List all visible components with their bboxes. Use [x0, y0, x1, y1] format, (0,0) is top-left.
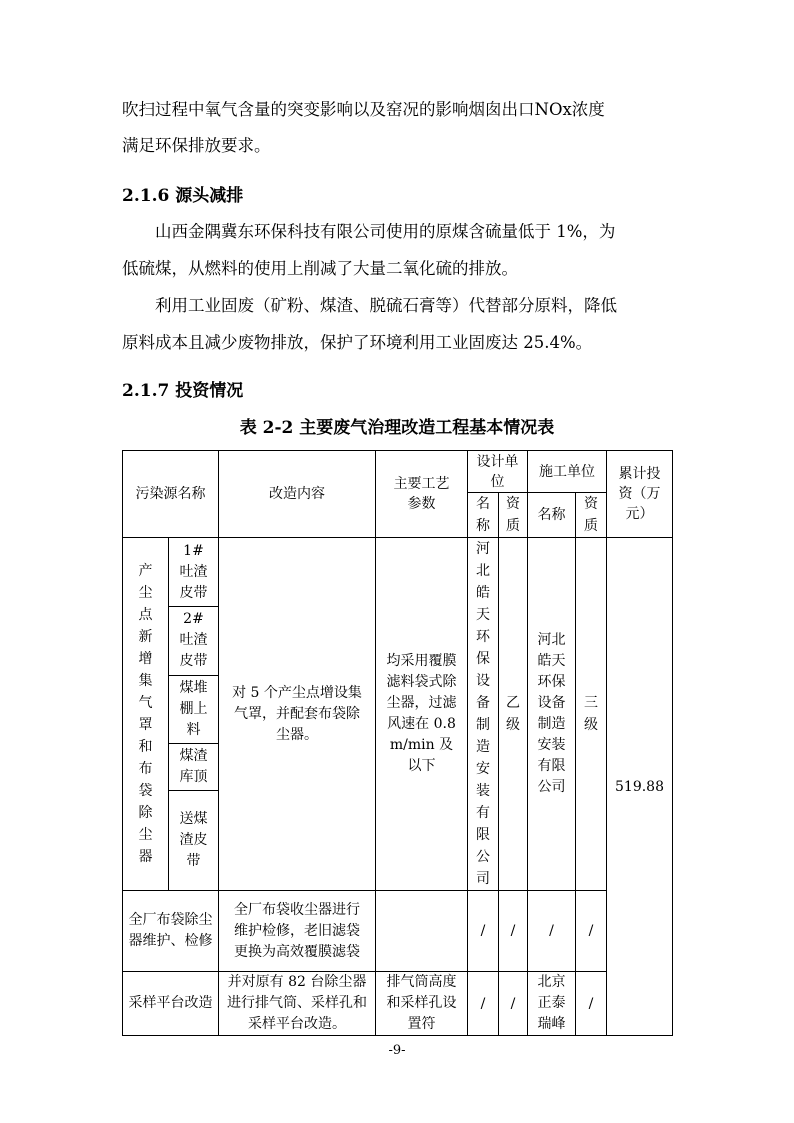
- paragraph-line: 吹扫过程中氧气含量的突变影响以及窑况的影响烟囱出口NOx浓度: [122, 100, 605, 119]
- group1-sub: 煤堆棚上料: [169, 675, 219, 743]
- row2-process: [376, 891, 468, 972]
- header-design-unit: 设计单位: [468, 451, 528, 493]
- header-design-qual: 资质: [499, 493, 528, 538]
- row3-source: 采样平台改造: [123, 972, 219, 1036]
- row2-design-name: /: [468, 891, 499, 972]
- section-heading-2-1-7: 2.1.7 投资情况: [122, 381, 244, 401]
- row3-content: 并对原有 82 台除尘器进行排气筒、采样孔和采样平台改造。: [219, 972, 376, 1036]
- row2-design-qual: /: [499, 891, 528, 972]
- investment-table: [122, 450, 673, 1036]
- group1-sub: 送煤渣皮带: [169, 790, 219, 890]
- row2-construct-name: /: [528, 891, 576, 972]
- paragraph-line: 山西金隅冀东环保科技有限公司使用的原煤含硫量低于 1%，为: [155, 222, 616, 241]
- row3-construct-name: 北京正泰瑞峰: [528, 972, 576, 1036]
- group1-construct-qual: 三级: [576, 538, 607, 891]
- row2-construct-qual: /: [576, 891, 607, 972]
- paragraph-line: 满足环保排放要求。: [122, 136, 271, 155]
- header-construct-name: 名称: [528, 493, 576, 538]
- row3-design-qual: /: [499, 972, 528, 1036]
- group1-construct-name: 河北皓天环保设备制造安装有限公司: [528, 538, 576, 891]
- section-heading-2-1-6: 2.1.6 源头减排: [122, 186, 244, 206]
- header-content: 改造内容: [219, 451, 376, 538]
- group1-sub: 2#吐渣皮带: [169, 607, 219, 675]
- header-process: 主要工艺参数: [376, 451, 468, 538]
- group1-sub: 煤渣库顶: [169, 743, 219, 790]
- group1-content: 对 5 个产尘点增设集气罩，并配套布袋除尘器。: [219, 538, 376, 891]
- row2-content: 全厂布袋收尘器进行维护检修，老旧滤袋更换为高效覆膜滤袋: [219, 891, 376, 972]
- header-investment: 累计投资（万元）: [607, 451, 673, 538]
- row3-construct-qual: /: [576, 972, 607, 1036]
- header-construct-qual: 资质: [576, 493, 607, 538]
- group1-sub: 1#吐渣皮带: [169, 538, 219, 607]
- group1-process: 均采用覆膜滤料袋式除尘器，过滤风速在 0.8m/min 及以下: [376, 538, 468, 891]
- paragraph-line: 利用工业固废（矿粉、煤渣、脱硫石膏等）代替部分原料，降低: [155, 296, 617, 315]
- row3-process: 排气筒高度和采样孔设置符: [376, 972, 468, 1036]
- group1-label: 产尘点新增集气罩和布袋除尘器: [123, 538, 169, 891]
- group1-design-qual: 乙级: [499, 538, 528, 891]
- investment-value: 519.88: [607, 538, 673, 1036]
- group1-design-name: 河北皓天环保设备制造安装有限公司: [468, 538, 499, 891]
- paragraph-line: 原料成本且减少废物排放，保护了环境利用工业固废达 25.4%。: [122, 333, 593, 352]
- paragraph-line: 低硫煤，从燃料的使用上削减了大量二氧化硫的排放。: [122, 259, 518, 278]
- table-caption: 表 2-2 主要废气治理改造工程基本情况表: [239, 418, 555, 438]
- row3-design-name: /: [468, 972, 499, 1036]
- page-number: -9-: [388, 1043, 406, 1058]
- header-design-name: 名称: [468, 493, 499, 538]
- header-construct-unit: 施工单位: [528, 451, 607, 493]
- row2-source: 全厂布袋除尘器维护、检修: [123, 891, 219, 972]
- header-source: 污染源名称: [123, 451, 219, 538]
